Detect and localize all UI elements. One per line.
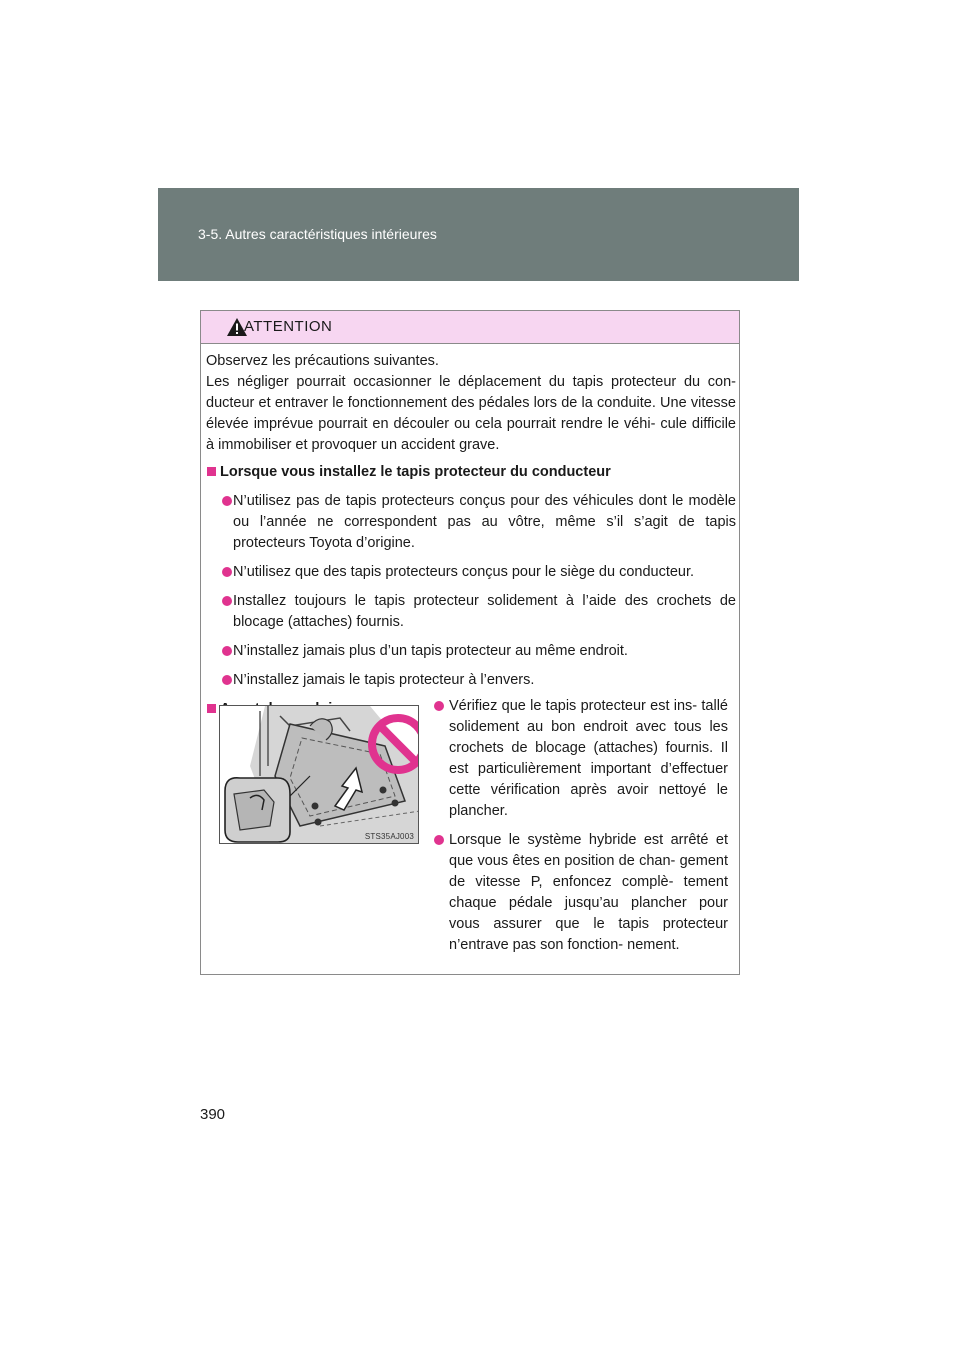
list-item-text: Vérifiez que le tapis protecteur est ins- tallé solidement au bon endroit avec tous les crochets de blocage (attaches) fournis. Il est particulièrement important d’effectuer cette vérification après avoir nettoyé le plancher.: [449, 698, 728, 819]
list-item: [432, 830, 728, 956]
section-title: 3-5. Autres caractéristiques intérieures: [198, 226, 437, 242]
floor-mat-drawing: [220, 706, 419, 844]
intro-line: Observez les précautions suivantes.: [206, 353, 439, 369]
round-bullet-icon: [222, 496, 232, 506]
list-item-text: N’utilisez pas de tapis protecteurs conçus pour des véhicules dont le modèle ou l’année ne correspondent pas au vôtre, même s’il s’agit de tapis protecteurs Toyota d’origine.: [233, 493, 736, 551]
list-item: [206, 491, 736, 554]
warning-header: [201, 311, 739, 344]
list-item: [206, 591, 736, 633]
list-item-text: N’utilisez que des tapis protecteurs conçus pour le siège du conducteur.: [233, 564, 695, 580]
section1-heading-text: Lorsque vous installez le tapis protecteur du conducteur: [220, 464, 611, 480]
list-item: [206, 562, 736, 583]
round-bullet-icon: [434, 835, 444, 845]
round-bullet-icon: [222, 596, 232, 606]
square-bullet-icon: [207, 704, 216, 713]
round-bullet-icon: [434, 701, 444, 711]
list-item-text: N’installez jamais plus d’un tapis protecteur au même endroit.: [233, 643, 628, 659]
header-band: [158, 188, 799, 281]
list-item-text: Installez toujours le tapis protecteur solidement à l’aide des crochets de blocage (attaches) fournis.: [233, 593, 736, 630]
list-item: [206, 670, 736, 691]
square-bullet-icon: [207, 467, 216, 476]
intro-paragraph: Les négliger pourrait occasionner le déplacement du tapis protecteur du con- ducteur et entraver le fonctionnement des pédales lors de la conduite. Une vitesse élevée imprévue pourrait en découler ou cela pourrait rendre le véhi- cule difficile à immobiliser et provoquer un accident grave.: [206, 374, 736, 453]
warning-title: ATTENTION: [244, 318, 333, 335]
floor-mat-illustration: [219, 705, 419, 844]
figure-label: STS35AJ003: [364, 832, 414, 841]
warning-content: [206, 351, 736, 720]
list-item-text: Lorsque le système hybride est arrêté et que vous êtes en position de chan- gement de vitesse P, enfoncez complè- tement chaque pédale jusqu’au plancher pour vous assurer que le tapis protecteur n’entrave pas son fonction- nement.: [449, 832, 728, 953]
round-bullet-icon: [222, 646, 232, 656]
section1-heading: [206, 462, 736, 483]
section2-list: [432, 696, 728, 964]
page-number: 390: [200, 1106, 226, 1123]
list-item-text: N’installez jamais le tapis protecteur à l’envers.: [233, 672, 535, 688]
round-bullet-icon: [222, 675, 232, 685]
list-item: [432, 696, 728, 822]
list-item: [206, 641, 736, 662]
round-bullet-icon: [222, 567, 232, 577]
